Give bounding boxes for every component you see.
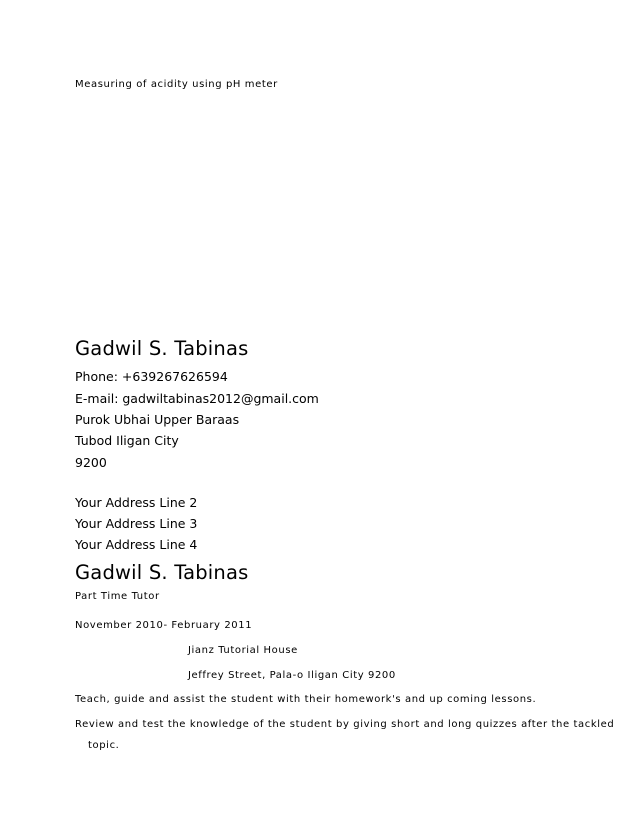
experience-employer-address: Jeffrey Street, Pala-o Iligan City 9200	[188, 670, 396, 681]
experience-position: Part Time Tutor	[75, 591, 160, 602]
experience-dates: November 2010- February 2011	[75, 620, 253, 631]
experience-employer: Jianz Tutorial House	[188, 645, 298, 656]
contact-address-line-2: Tubod Iligan City	[75, 433, 179, 448]
experience-duty-2-continuation	[88, 740, 119, 751]
contact-email: E-mail: gadwiltabinas2012@gmail.com	[75, 391, 319, 406]
document-title: Measuring of acidity using pH meter	[75, 79, 278, 90]
contact-name: Gadwil S. Tabinas	[75, 337, 249, 360]
experience-duty-2-line-2: topic.	[88, 740, 120, 751]
placeholder-address-line-2: Your Address Line 2	[75, 495, 198, 510]
contact-phone: Phone: +639267626594	[75, 369, 228, 384]
experience-name: Gadwil S. Tabinas	[75, 561, 249, 584]
placeholder-address-line-3: Your Address Line 3	[75, 516, 198, 531]
placeholder-address-line-4: Your Address Line 4	[75, 537, 198, 552]
experience-duty-1: Teach, guide and assist the student with their homework's and up coming lessons.	[75, 694, 537, 705]
contact-address-line-1: Purok Ubhai Upper Baraas	[75, 412, 240, 427]
contact-address-line-3: 9200	[75, 455, 107, 470]
experience-duty-2	[75, 719, 614, 730]
experience-duty-2-line-1: Review and test the knowledge of the student by giving short and long quizzes after the tackled	[75, 719, 615, 730]
